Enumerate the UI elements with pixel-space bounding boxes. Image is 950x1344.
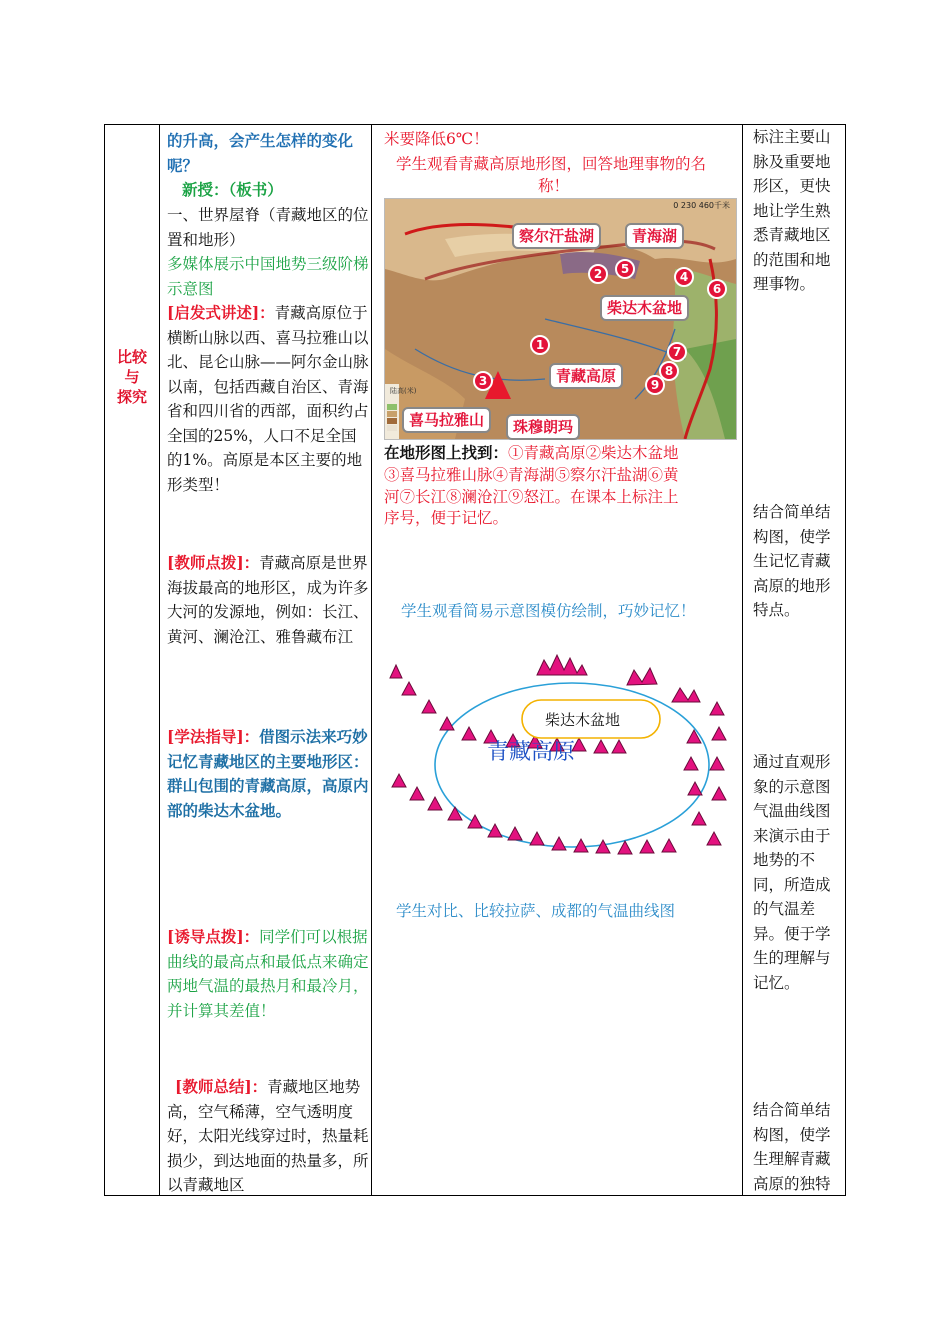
marker-2: 2 — [588, 264, 608, 284]
legend-title: 陆高(米) — [390, 387, 417, 395]
find-task-line: ③喜马拉雅山脉④青海湖⑤察尔汗盐湖⑥黄 — [384, 466, 679, 484]
marker-7: 7 — [667, 342, 687, 362]
intent-note: 结合简单结构图，使学生理解青藏高原的独特 — [753, 1101, 831, 1193]
intent-note: 通过直观形象的示意图气温曲线图来演示由于地势的不同，所造成的气温差异。便于学生的理解与记忆。 — [753, 753, 831, 992]
sketch-plateau-label: 青藏高原 — [487, 740, 576, 765]
marker-4: 4 — [674, 267, 694, 287]
intent-note: 标注主要山脉及重要地形区，更快地让学生熟悉青藏地区的范围和地理事物。 — [753, 128, 831, 293]
qarhan-salt-lake-label: 察尔汗盐湖 — [512, 223, 601, 249]
guided-tip-paragraph — [167, 925, 369, 1023]
himalaya-label: 喜马拉雅山 — [402, 407, 491, 433]
map-task-line: 称！ — [538, 177, 570, 195]
method-guide-text: 借图示法来巧妙记忆青藏地区的主要地形区：群山包围的青藏高原，高原内部的柴达木盆地。 — [167, 727, 369, 820]
method-guide-tag: [学法指导]： — [167, 727, 260, 746]
plateau-label: 青藏高原 — [549, 363, 623, 389]
map-scale: 0 230 460千米 — [673, 201, 730, 210]
everest-label: 珠穆朗玛 — [506, 414, 580, 440]
design-intent-column — [743, 125, 846, 1195]
section-title: 一、世界屋脊（青藏地区的位置和地形） — [167, 206, 369, 249]
new-lesson-heading: 新授：（板书） — [182, 180, 283, 199]
find-task-line: 河⑦长江⑧澜沧江⑨怒江。在课本上标注上 — [384, 488, 679, 506]
topographic-map — [384, 198, 737, 440]
guided-tip-tag: [诱导点拨]： — [167, 927, 260, 946]
stage-label-line: 与 — [124, 368, 140, 386]
marker-1: 1 — [530, 335, 550, 355]
qinghai-lake-label: 青海湖 — [625, 223, 684, 249]
teacher-tip-paragraph — [167, 551, 369, 649]
guided-tip-text: 同学们可以根据曲线的最高点和最低点来确定两地气温的最热月和最冷月，并计算其差值！ — [167, 928, 369, 1020]
summary-tag: [教师总结]： — [175, 1077, 268, 1096]
marker-9: 9 — [645, 375, 665, 395]
teacher-tip-text: 青藏高原是世界海拔最高的地形区，成为许多大河的发源地，例如：长江、黄河、澜沧江、雅鲁藏布江 — [167, 554, 369, 646]
marker-5: 5 — [615, 259, 635, 279]
summary-paragraph — [167, 1075, 369, 1195]
lesson-table — [104, 124, 846, 1196]
compare-caption: 学生对比、比较拉萨、成都的气温曲线图 — [396, 902, 676, 920]
map-task-line: 学生观看青藏高原地形图，回答地理事物的名 — [396, 155, 707, 173]
lecture-text: 青藏高原位于横断山脉以西、喜马拉雅山以北、昆仑山脉——阿尔金山脉以南，包括西藏自治区、青海省和四川省的西部，面积约占全国的25%，人口不足全国的1%。高原是本区主要的地形类型！ — [167, 304, 369, 494]
stage-label — [116, 347, 148, 407]
sketch-caption: 学生观看简易示意图模仿绘制，巧妙记忆！ — [401, 602, 696, 620]
temperature-line: 米要降低6℃！ — [384, 130, 489, 148]
marker-3: 3 — [473, 371, 493, 391]
lecture-tag: [启发式讲述]： — [167, 303, 275, 322]
find-task-text: ①青藏高原②柴达木盆地 — [508, 444, 679, 462]
find-task-line: 序号，便于记忆。 — [384, 509, 509, 527]
teacher-tip-tag: [教师点拨]： — [167, 553, 260, 572]
question-text: 的升高，会产生怎样的变化呢？ — [167, 131, 354, 175]
intent-note: 结合简单结构图，使学生记忆青藏高原的地形特点。 — [753, 503, 831, 619]
find-task-line — [384, 442, 679, 464]
teacher-activity-column — [160, 125, 371, 1195]
marker-6: 6 — [707, 279, 727, 299]
summary-text: 青藏地区地势高，空气稀薄，空气透明度好，太阳光线穿过时，热量耗损少，到达地面的热量多，所以青藏地区 — [167, 1078, 369, 1194]
multimedia-note: 多媒体展示中国地势三级阶梯示意图 — [167, 255, 369, 298]
method-guide-paragraph — [167, 725, 369, 823]
lecture-paragraph — [167, 301, 369, 497]
stage-label-line: 比较 — [116, 348, 147, 366]
stage-label-line: 探究 — [116, 388, 147, 406]
marker-8: 8 — [659, 361, 679, 381]
stage-column — [105, 125, 159, 1195]
sketch-basin-label: 柴达木盆地 — [545, 711, 621, 729]
find-task-lead: 在地形图上找到： — [384, 443, 509, 462]
student-activity-column — [372, 125, 742, 1195]
qaidam-basin-label: 柴达木盆地 — [600, 295, 689, 321]
